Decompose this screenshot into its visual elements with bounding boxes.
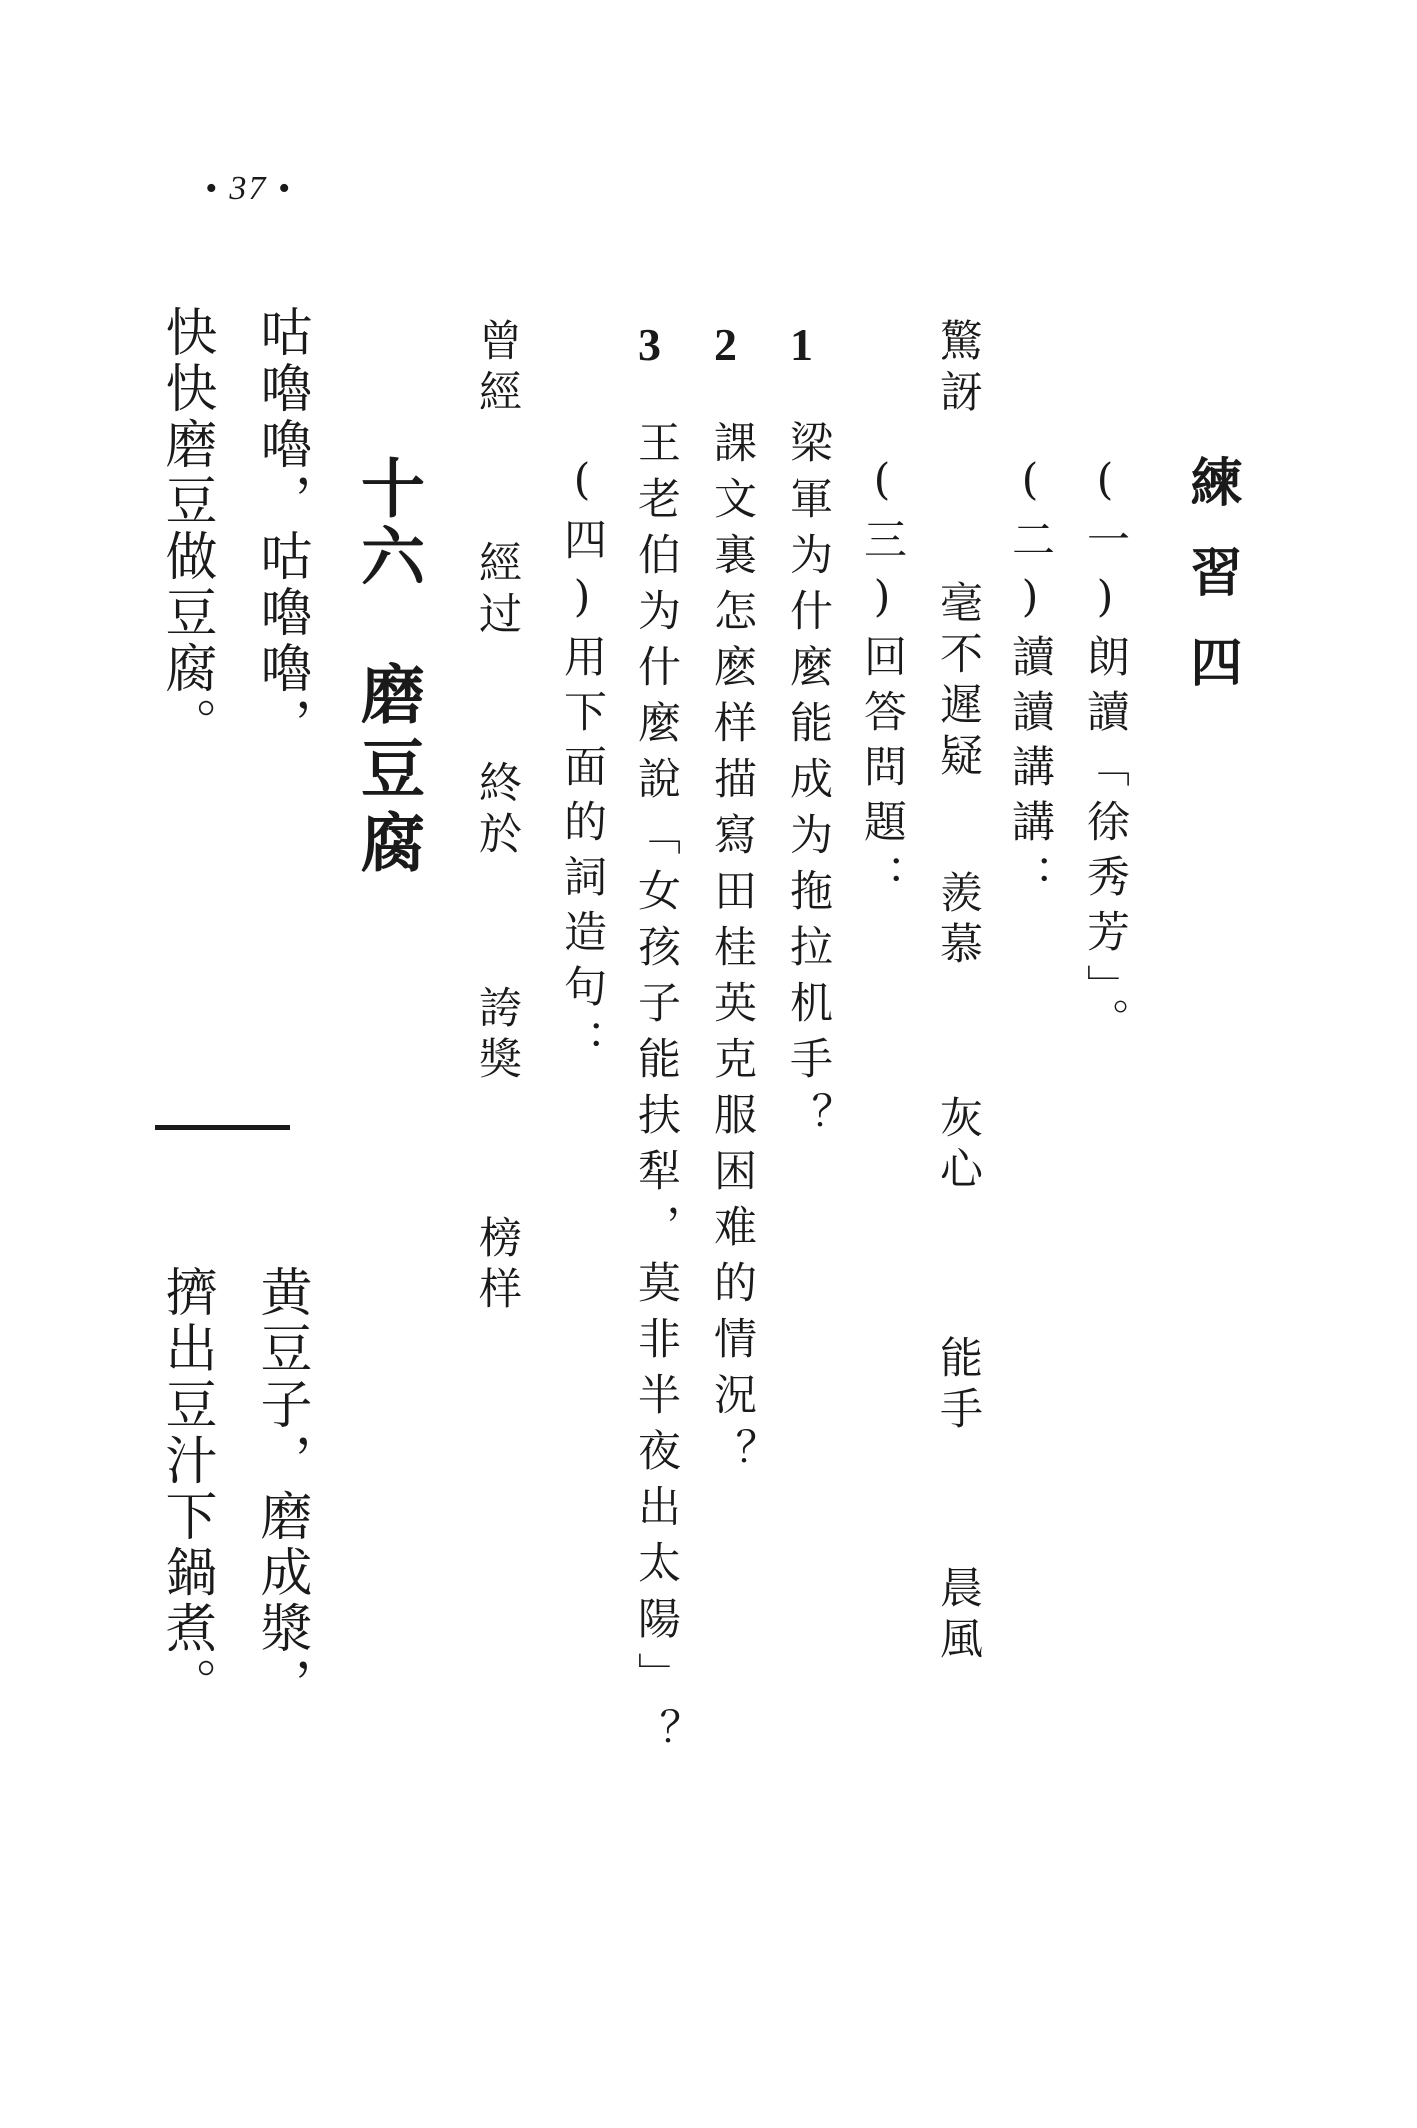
exercise-item-1: (一)朗讀「徐秀芳」。	[1080, 455, 1130, 1053]
exercise-item-3: (三)回答問題：	[857, 455, 907, 909]
vocab-word: 能手	[933, 1335, 983, 1437]
question-text: 王老伯为什麼說「女孩子能扶犁，莫非半夜出太陽」？	[631, 420, 681, 1764]
question-number: 2	[714, 319, 737, 370]
exercise-item-2: (二)讀讀講講：	[1005, 455, 1055, 909]
poem-line: 擠出豆汁下鍋煮。	[156, 1265, 216, 1713]
question-text: 梁軍为什麼能成为拖拉机手？	[783, 420, 833, 1148]
vocab-word: 灰心	[933, 1095, 983, 1197]
page-number: • 37 •	[205, 170, 292, 207]
poem-line: 黄豆子，磨成漿，	[251, 1265, 311, 1713]
exercise-title: 練習四	[1181, 455, 1242, 725]
vocab-word: 曾經	[472, 318, 522, 420]
vocab-word: 毫不遲疑	[933, 580, 983, 784]
vocab-word: 誇獎	[472, 985, 522, 1087]
lesson-title: 磨豆腐	[350, 661, 425, 883]
vocab-word: 羨慕	[933, 870, 983, 972]
poem-line: 咕嚕嚕，咕嚕嚕，	[251, 305, 311, 753]
vocab-word: 驚訝	[933, 318, 983, 420]
vocab-word: 榜样	[472, 1215, 522, 1317]
question-number: 3	[638, 319, 661, 370]
poem-line: 快快磨豆做豆腐。	[156, 305, 216, 753]
question-number: 1	[790, 319, 813, 370]
vocab-word: 經过	[472, 540, 522, 642]
question-text: 課文裏怎麽样描寫田桂英克服困难的情況？	[707, 420, 757, 1484]
lesson-heading	[350, 455, 425, 883]
vocab-word: 晨風	[933, 1565, 983, 1667]
vocab-word: 終於	[472, 760, 522, 862]
exercise-item-4: (四)用下面的詞造句：	[557, 455, 607, 1074]
section-divider	[155, 1125, 290, 1130]
lesson-number: 十六	[350, 455, 425, 591]
